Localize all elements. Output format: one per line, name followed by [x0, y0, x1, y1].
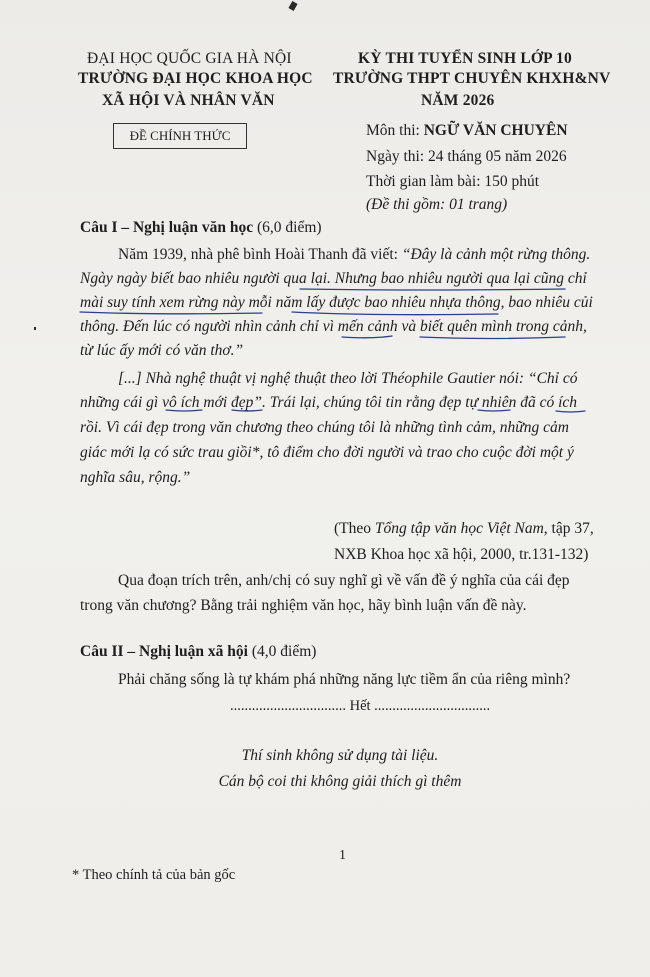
- quote-p2-line3: rồi. Vì cái đẹp trong văn chương theo chúng tôi là những tình cảm, những cảm: [80, 419, 569, 436]
- subject-label: Môn thi:: [366, 122, 424, 139]
- question1-title: [80, 219, 322, 237]
- note-no-explanation: Cán bộ coi thi không giải thích gì thêm: [218, 773, 462, 790]
- quote-p2-line2: những cái gì vô ích mới đẹp”. Trái lại, chúng tôi tin rằng đẹp tự nhiên đã có ích: [80, 394, 578, 411]
- source-line1: [334, 517, 594, 540]
- page-count: (Đề thi gồm: 01 trang): [366, 196, 508, 213]
- quote-p2-line4: giác mới lạ có sức trau giồi*, tô điểm cho đời người và trao cho cuộc đời một ý: [80, 444, 574, 461]
- subject-value: NGỮ VĂN CHUYÊN: [423, 122, 568, 139]
- source-prefix: (Theo: [334, 520, 375, 537]
- quote-p2-line1: [...] Nhà nghệ thuật vị nghệ thuật theo lời Théophile Gautier nói: “Chỉ có: [118, 370, 578, 387]
- source-volume: , tập 37,: [543, 520, 594, 537]
- note-no-materials: Thí sinh không sử dụng tài liệu.: [241, 747, 439, 764]
- question1-points: (6,0 điểm): [253, 219, 322, 236]
- stray-pen-mark: [288, 1, 297, 11]
- stray-dot: [34, 327, 36, 330]
- faculty-name-line2: XÃ HỘI VÀ NHÂN VĂN: [102, 92, 275, 109]
- question2-prompt: Phải chăng sống là tự khám phá những năng lực tiềm ẩn của riêng mình?: [118, 671, 571, 688]
- question2-points: (4,0 điểm): [247, 643, 317, 660]
- university-name: ĐẠI HỌC QUỐC GIA HÀ NỘI: [87, 50, 292, 67]
- quote-p1-line1: [118, 243, 590, 266]
- quote-intro: Năm 1939, nhà phê bình Hoài Thanh đã viết:: [118, 246, 402, 263]
- question1-prompt-line1: Qua đoạn trích trên, anh/chị có suy nghĩ gì về vấn đề ý nghĩa của cái đẹp: [118, 572, 570, 589]
- quote-p2-line5: nghĩa sâu, rộng.”: [80, 469, 191, 486]
- subject-line: [366, 122, 568, 140]
- quote-start: “Đây là cảnh một rừng thông.: [401, 246, 591, 263]
- footnote: * Theo chính tả của bản gốc: [72, 867, 236, 883]
- exam-year: NĂM 2026: [421, 92, 495, 109]
- quote-p1-line4: thông. Đến lúc có người nhìn cảnh chỉ vì mến cảnh và biết quên mình trong cảnh,: [80, 318, 587, 335]
- exam-duration: Thời gian làm bài: 150 phút: [366, 173, 540, 190]
- page-number: 1: [339, 848, 346, 863]
- source-line2: NXB Khoa học xã hội, 2000, tr.131-132): [334, 546, 589, 563]
- quote-p1-line5: từ lúc ấy mới có văn thơ.”: [80, 342, 244, 359]
- official-exam-label: ĐỀ CHÍNH THỨC: [113, 123, 247, 149]
- exam-title: KỲ THI TUYỂN SINH LỚP 10: [358, 50, 572, 67]
- school-name: TRƯỜNG THPT CHUYÊN KHXH&NV: [333, 70, 611, 87]
- question1-prompt-line2: trong văn chương? Bằng trải nghiệm văn học, hãy bình luận vấn đề này.: [80, 597, 527, 614]
- source-book-title: Tổng tập văn học Việt Nam: [374, 520, 544, 537]
- quote-p1-line2: Ngày ngày biết bao nhiêu người qua lại. Nhưng bao nhiêu người qua lại cũng chỉ: [80, 270, 587, 287]
- question2-heading: Câu II – Nghị luận xã hội: [80, 643, 248, 660]
- quote-p1-line3: mài suy tính xem rừng này mỗi năm lấy được bao nhiêu nhựa thông, bao nhiêu củi: [80, 294, 593, 311]
- end-marker: ................................ Hết ................................: [230, 698, 491, 714]
- question1-heading: Câu I – Nghị luận văn học: [80, 219, 254, 236]
- exam-date: Ngày thi: 24 tháng 05 năm 2026: [366, 148, 567, 165]
- question2-title: [80, 643, 316, 661]
- faculty-name-line1: TRƯỜNG ĐẠI HỌC KHOA HỌC: [78, 70, 313, 87]
